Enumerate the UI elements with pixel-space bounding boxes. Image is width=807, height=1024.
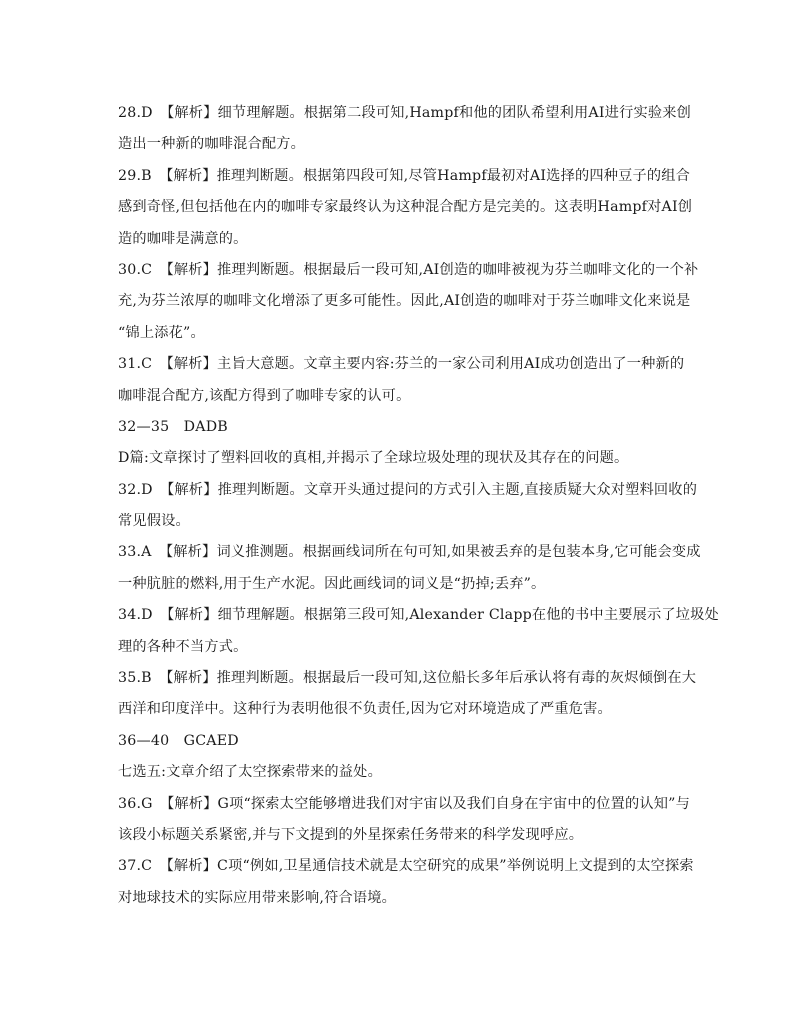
text-line: 理的各种不当方式。 <box>118 638 248 655</box>
text-line: 西洋和印度洋中。这种行为表明他很不负责任,因为它对环境造成了严重危害。 <box>118 701 612 718</box>
text-line: 29.B 【解析】推理判断题。根据第四段可知,尽管Hampf最初对AI选择的四种豆子的组合 <box>118 167 691 184</box>
text-line: 34.D 【解析】细节理解题。根据第三段可知,Alexander Clapp在他的书中主要展示了垃圾处 <box>118 607 719 624</box>
text-line: 感到奇怪,但包括他在内的咖啡专家最终认为这种混合配方是完美的。这表明Hampf对AI创 <box>118 199 693 216</box>
text-line: 30.C 【解析】推理判断题。根据最后一段可知,AI创造的咖啡被视为芬兰咖啡文化的一个补 <box>118 261 699 278</box>
answer-explanations <box>118 98 719 914</box>
section-summary: D篇:文章探讨了塑料回收的真相,并揭示了全球垃圾处理的现状及其存在的问题。 <box>118 450 629 467</box>
text-line: 充,为芬兰浓厚的咖啡文化增添了更多可能性。因此,AI创造的咖啡对于芬兰咖啡文化来说是 <box>118 293 691 310</box>
answer-key-line: 36—40 GCAED <box>118 732 239 749</box>
text-line: 37.C 【解析】C项“例如,卫星通信技术就是太空研究的成果”举例说明上文提到的太空探索 <box>118 858 694 875</box>
text-line: 28.D 【解析】细节理解题。根据第二段可知,Hampf和他的团队希望利用AI进行实验来创 <box>118 105 692 121</box>
text-line: 造出一种新的咖啡混合配方。 <box>118 136 306 153</box>
text-line: 咖啡混合配方,该配方得到了咖啡专家的认可。 <box>118 387 411 404</box>
text-line: 该段小标题关系紧密,并与下文提到的外星探索任务带来的科学发现呼应。 <box>118 826 584 843</box>
text-line: 36.G 【解析】G项“探索太空能够增进我们对宇宙以及我们自身在宇宙中的位置的认知”与 <box>118 795 690 812</box>
text-line: “锦上添花”。 <box>118 324 205 341</box>
text-line: 32.D 【解析】推理判断题。文章开头通过提问的方式引入主题,直接质疑大众对塑料回收的 <box>118 481 698 498</box>
text-line: 33.A 【解析】词义推测题。根据画线词所在句可知,如果被丢弃的是包装本身,它可能会变成 <box>118 544 701 561</box>
answer-key-line: 32—35 DADB <box>118 418 228 435</box>
text-line: 一种肮脏的燃料,用于生产水泥。因此画线词的词义是“扔掉;丢弃”。 <box>118 575 546 592</box>
section-summary: 七选五:文章介绍了太空探索带来的益处。 <box>118 764 382 781</box>
text-line: 常见假设。 <box>118 513 190 530</box>
text-line: 对地球技术的实际应用带来影响,符合语境。 <box>118 889 397 906</box>
text-line: 造的咖啡是满意的。 <box>118 230 248 247</box>
text-line: 35.B 【解析】推理判断题。根据最后一段可知,这位船长多年后承认将有毒的灰烬倾倒在大 <box>118 670 697 687</box>
text-line: 31.C 【解析】主旨大意题。文章主要内容:芬兰的一家公司利用AI成功创造出了一种新的 <box>118 356 685 373</box>
